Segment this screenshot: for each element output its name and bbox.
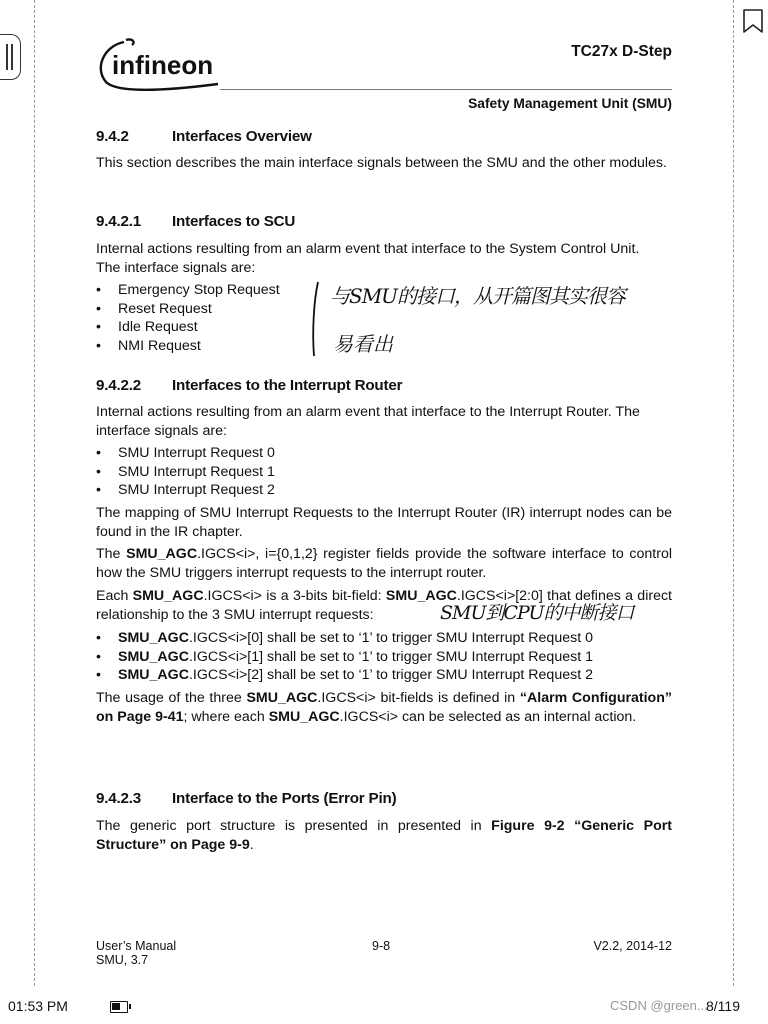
list-item: • SMU_AGC.IGCS<i>[2] shall be set to ‘1’ to trigger SMU Interrupt Request 2: [96, 666, 672, 685]
list-item: • SMU Interrupt Request 1: [96, 463, 672, 482]
section-header: Safety Management Unit (SMU): [468, 96, 672, 111]
list-item: • SMU Interrupt Request 0: [96, 444, 672, 463]
infineon-logo: [96, 36, 220, 92]
right-margin-line: [733, 0, 734, 986]
heading-9-4-2: 9.4.2 Interfaces Overview: [96, 128, 312, 145]
paragraph-ir: Internal actions resulting from an alarm event that interface to the Interrupt Router. The interface signals are:: [96, 404, 640, 439]
paragraph-bitfield: Each SMU_AGC.IGCS<i> is a 3-bits bit-field: SMU_AGC.IGCS<i>[2:0] that defines a direct relationship to the 3 SMU interrupt requests:: [96, 588, 672, 623]
handwritten-bracket: [308, 280, 322, 358]
list-item: • NMI Request: [96, 337, 336, 356]
heading-9-4-2-2: 9.4.2.2 Interfaces to the Interrupt Router: [96, 377, 403, 394]
page-indicator: 8/119: [706, 998, 740, 1014]
list-item: • SMU_AGC.IGCS<i>[1] shall be set to ‘1’ to trigger SMU Interrupt Request 1: [96, 648, 672, 667]
left-margin-line: [34, 0, 35, 986]
bookmark-icon[interactable]: [742, 8, 764, 34]
list-item: • SMU_AGC.IGCS<i>[0] shall be set to ‘1’ to trigger SMU Interrupt Request 0: [96, 629, 672, 648]
heading-9-4-2-1: 9.4.2.1 Interfaces to SCU: [96, 213, 296, 230]
list-item: • Reset Request: [96, 300, 336, 319]
logo-text: infineon: [112, 50, 214, 80]
paragraph-usage: The usage of the three SMU_AGC.IGCS<i> bit-fields is defined in “Alarm Configuration” on Page 9-41; where each SMU_AGC.IGCS<i> can be selected as an internal action.: [96, 690, 672, 725]
ir-signal-list: [96, 444, 672, 500]
handwritten-note-1-cont: 易看出: [333, 332, 393, 356]
doc-title: TC27x D-Step: [571, 43, 672, 60]
paragraph-scu: Internal actions resulting from an alarm event that interface to the System Control Unit. The interface signals are:: [96, 241, 640, 276]
side-panel-handle[interactable]: [0, 34, 21, 80]
watermark: CSDN @green...: [610, 998, 708, 1013]
bitfield-list: [96, 629, 672, 685]
scu-signal-list: [96, 281, 336, 355]
paragraph-overview: This section describes the main interface signals between the SMU and the other modules.: [96, 155, 667, 171]
figure-reference-link[interactable]: Figure 9-2 “Generic Port Structure” on Page 9-9: [96, 818, 672, 853]
list-item: • Emergency Stop Request: [96, 281, 336, 300]
heading-9-4-2-3: 9.4.2.3 Interface to the Ports (Error Pin): [96, 790, 397, 807]
list-item: • Idle Request: [96, 318, 336, 337]
battery-icon: [110, 1001, 128, 1013]
status-time: 01:53 PM: [8, 998, 68, 1014]
cross-reference-link[interactable]: “Alarm Configuration” on Page 9-41: [96, 690, 672, 725]
paragraph-ports: The generic port structure is presented in presented in Figure 9-2 “Generic Port Structure” on Page 9-9.: [96, 818, 672, 853]
header-rule: [220, 89, 672, 90]
footer-page-number: 9-8: [372, 939, 391, 953]
footer-version: V2.2, 2014-12: [593, 939, 672, 953]
footer-left: User’s Manual SMU, 3.7: [96, 939, 177, 967]
paragraph-register: The SMU_AGC.IGCS<i>, i={0,1,2} register fields provide the software interface to control how the SMU triggers interrupt requests to the interrupt router.: [96, 546, 673, 581]
list-item: • SMU Interrupt Request 2: [96, 481, 672, 500]
handwritten-note-1: 与SMU的接口，从开篇图其实很容: [330, 284, 626, 308]
handwritten-note-2: SMU到CPU的中断接口: [440, 602, 634, 624]
paragraph-mapping: The mapping of SMU Interrupt Requests to the Interrupt Router (IR) interrupt nodes can be found in the IR chapter.: [96, 505, 672, 540]
